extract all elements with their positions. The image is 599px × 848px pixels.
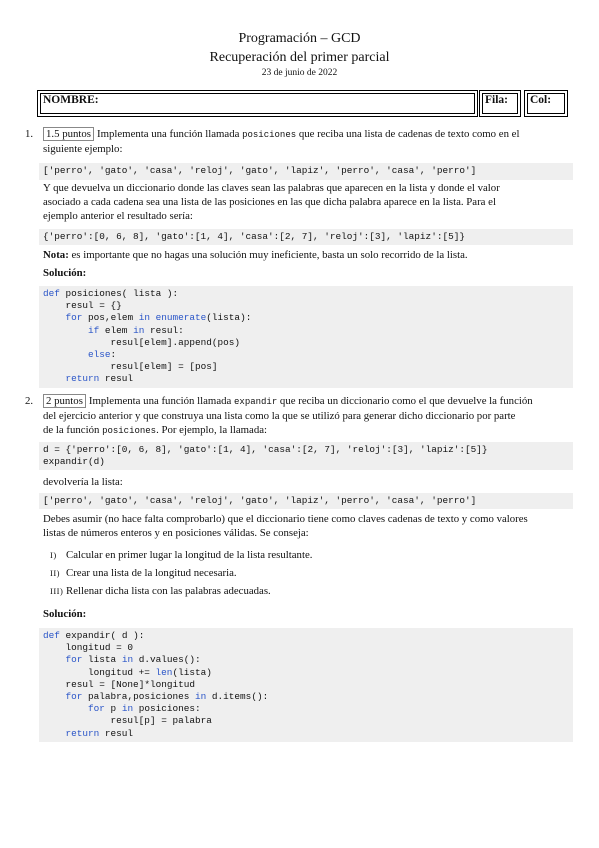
q1-code-line: if elem in resul: — [88, 324, 184, 336]
q2-code-line: for lista in d.values(): — [65, 654, 201, 666]
q1-code-line: for pos,elem in enumerate(lista): — [65, 312, 252, 324]
q1-note: Nota: es importante que no hagas una solución muy ineficiente, basta un solo recorrido de la lista. — [43, 249, 468, 261]
q1-code-line: def posiciones( lista ): — [43, 288, 179, 299]
q1-solution-code — [39, 286, 573, 388]
q2-code-line: resul[p] = palabra — [110, 715, 212, 727]
row-field-box — [479, 90, 521, 117]
q2-call-line: d = {'perro':[0, 6, 8], 'gato':[1, 4], 'casa':[2, 7], 'reloj':[3], 'lapiz':[5]} — [43, 444, 488, 455]
q1-number: 1. — [25, 128, 34, 140]
exam-title: Recuperación del primer parcial — [209, 50, 390, 65]
q2-number: 2. — [25, 395, 34, 407]
name-label: NOMBRE: — [43, 94, 99, 106]
q1-code-line: resul = {} — [65, 300, 122, 312]
q2-solution-code — [39, 628, 573, 742]
q1-example-result: {'perro':[0, 6, 8], 'gato':[1, 4], 'casa':[2, 7], 'reloj':[3], 'lapiz':[5]} — [39, 229, 573, 245]
exam-date: 23 de junio de 2022 — [261, 68, 338, 78]
q1-func-name: posiciones — [242, 130, 297, 140]
q2-step-2: II) Crear una lista de la longitud necesaria. — [50, 567, 237, 579]
q1-description: Y que devuelva un diccionario donde las claves sean las palabras que aparecen en la lista y donde el valor asociado a cada cadena sea una lista de las posiciones en las que dicha palabra aparece en la lista. Para el ejemplo anterior el resultado sería: — [43, 182, 500, 222]
col-field-box — [524, 90, 568, 117]
q2-code-line: resul = [None]*longitud — [65, 678, 195, 690]
q2-solution-label: Solución: — [43, 608, 87, 620]
q2-code-line: def expandir( d ): — [43, 630, 145, 641]
q2-code-line: for p in posiciones: — [88, 703, 201, 715]
q2-func-name: expandir — [234, 397, 278, 407]
q2-returns-text: devolvería la lista: — [43, 476, 123, 488]
q2-intro: 2 puntos Implementa una función llamada expandir que reciba un diccionario como el que devuelve la función del ejercicio anterior y que construya una lista como la que se utilizó para generar dicho diccionario por parte de la función posiciones. Por ejemplo, la llamada: — [43, 395, 533, 436]
col-label: Col: — [530, 94, 552, 106]
course-title: Programación – GCD — [238, 31, 361, 46]
row-label: Fila: — [485, 94, 508, 106]
q2-code-line: return resul — [65, 727, 134, 739]
q1-intro: 1.5 puntos Implementa una función llamada posiciones que reciba una lista de cadenas de texto como en el siguiente ejemplo: — [43, 128, 520, 155]
q2-points-badge: 2 puntos — [43, 394, 86, 408]
q2-step-3: III) Rellenar dicha lista con las palabras adecuadas. — [50, 585, 271, 597]
name-field-box — [37, 90, 478, 117]
q1-points-badge: 1.5 puntos — [43, 127, 94, 141]
q2-step-1: I) Calcular en primer lugar la longitud de la lista resultante. — [50, 549, 313, 561]
q2-code-line: for palabra,posiciones in d.items(): — [65, 691, 269, 703]
q1-code-line: resul[elem].append(pos) — [110, 336, 241, 348]
q1-code-line: else: — [88, 349, 117, 361]
q2-example-list: ['perro', 'gato', 'casa', 'reloj', 'gato', 'lapiz', 'perro', 'casa', 'perro'] — [39, 493, 573, 509]
q1-code-line: return resul — [65, 373, 134, 385]
q1-code-line: resul[elem] = [pos] — [110, 361, 218, 373]
q1-example-list: ['perro', 'gato', 'casa', 'reloj', 'gato', 'lapiz', 'perro', 'casa', 'perro'] — [39, 163, 573, 180]
q2-call-code — [39, 442, 573, 470]
q2-assumption: Debes asumir (no hace falta comprobarlo) que el diccionario tiene como claves cadenas de texto y como valores listas de números enteros y en posiciones válidas. Se conseja: — [43, 513, 528, 539]
q2-code-line: longitud = 0 — [65, 642, 134, 654]
q1-solution-label: Solución: — [43, 267, 87, 279]
q2-call-line: expandir(d) — [43, 456, 105, 468]
q2-code-line: longitud += len(lista) — [88, 666, 212, 678]
